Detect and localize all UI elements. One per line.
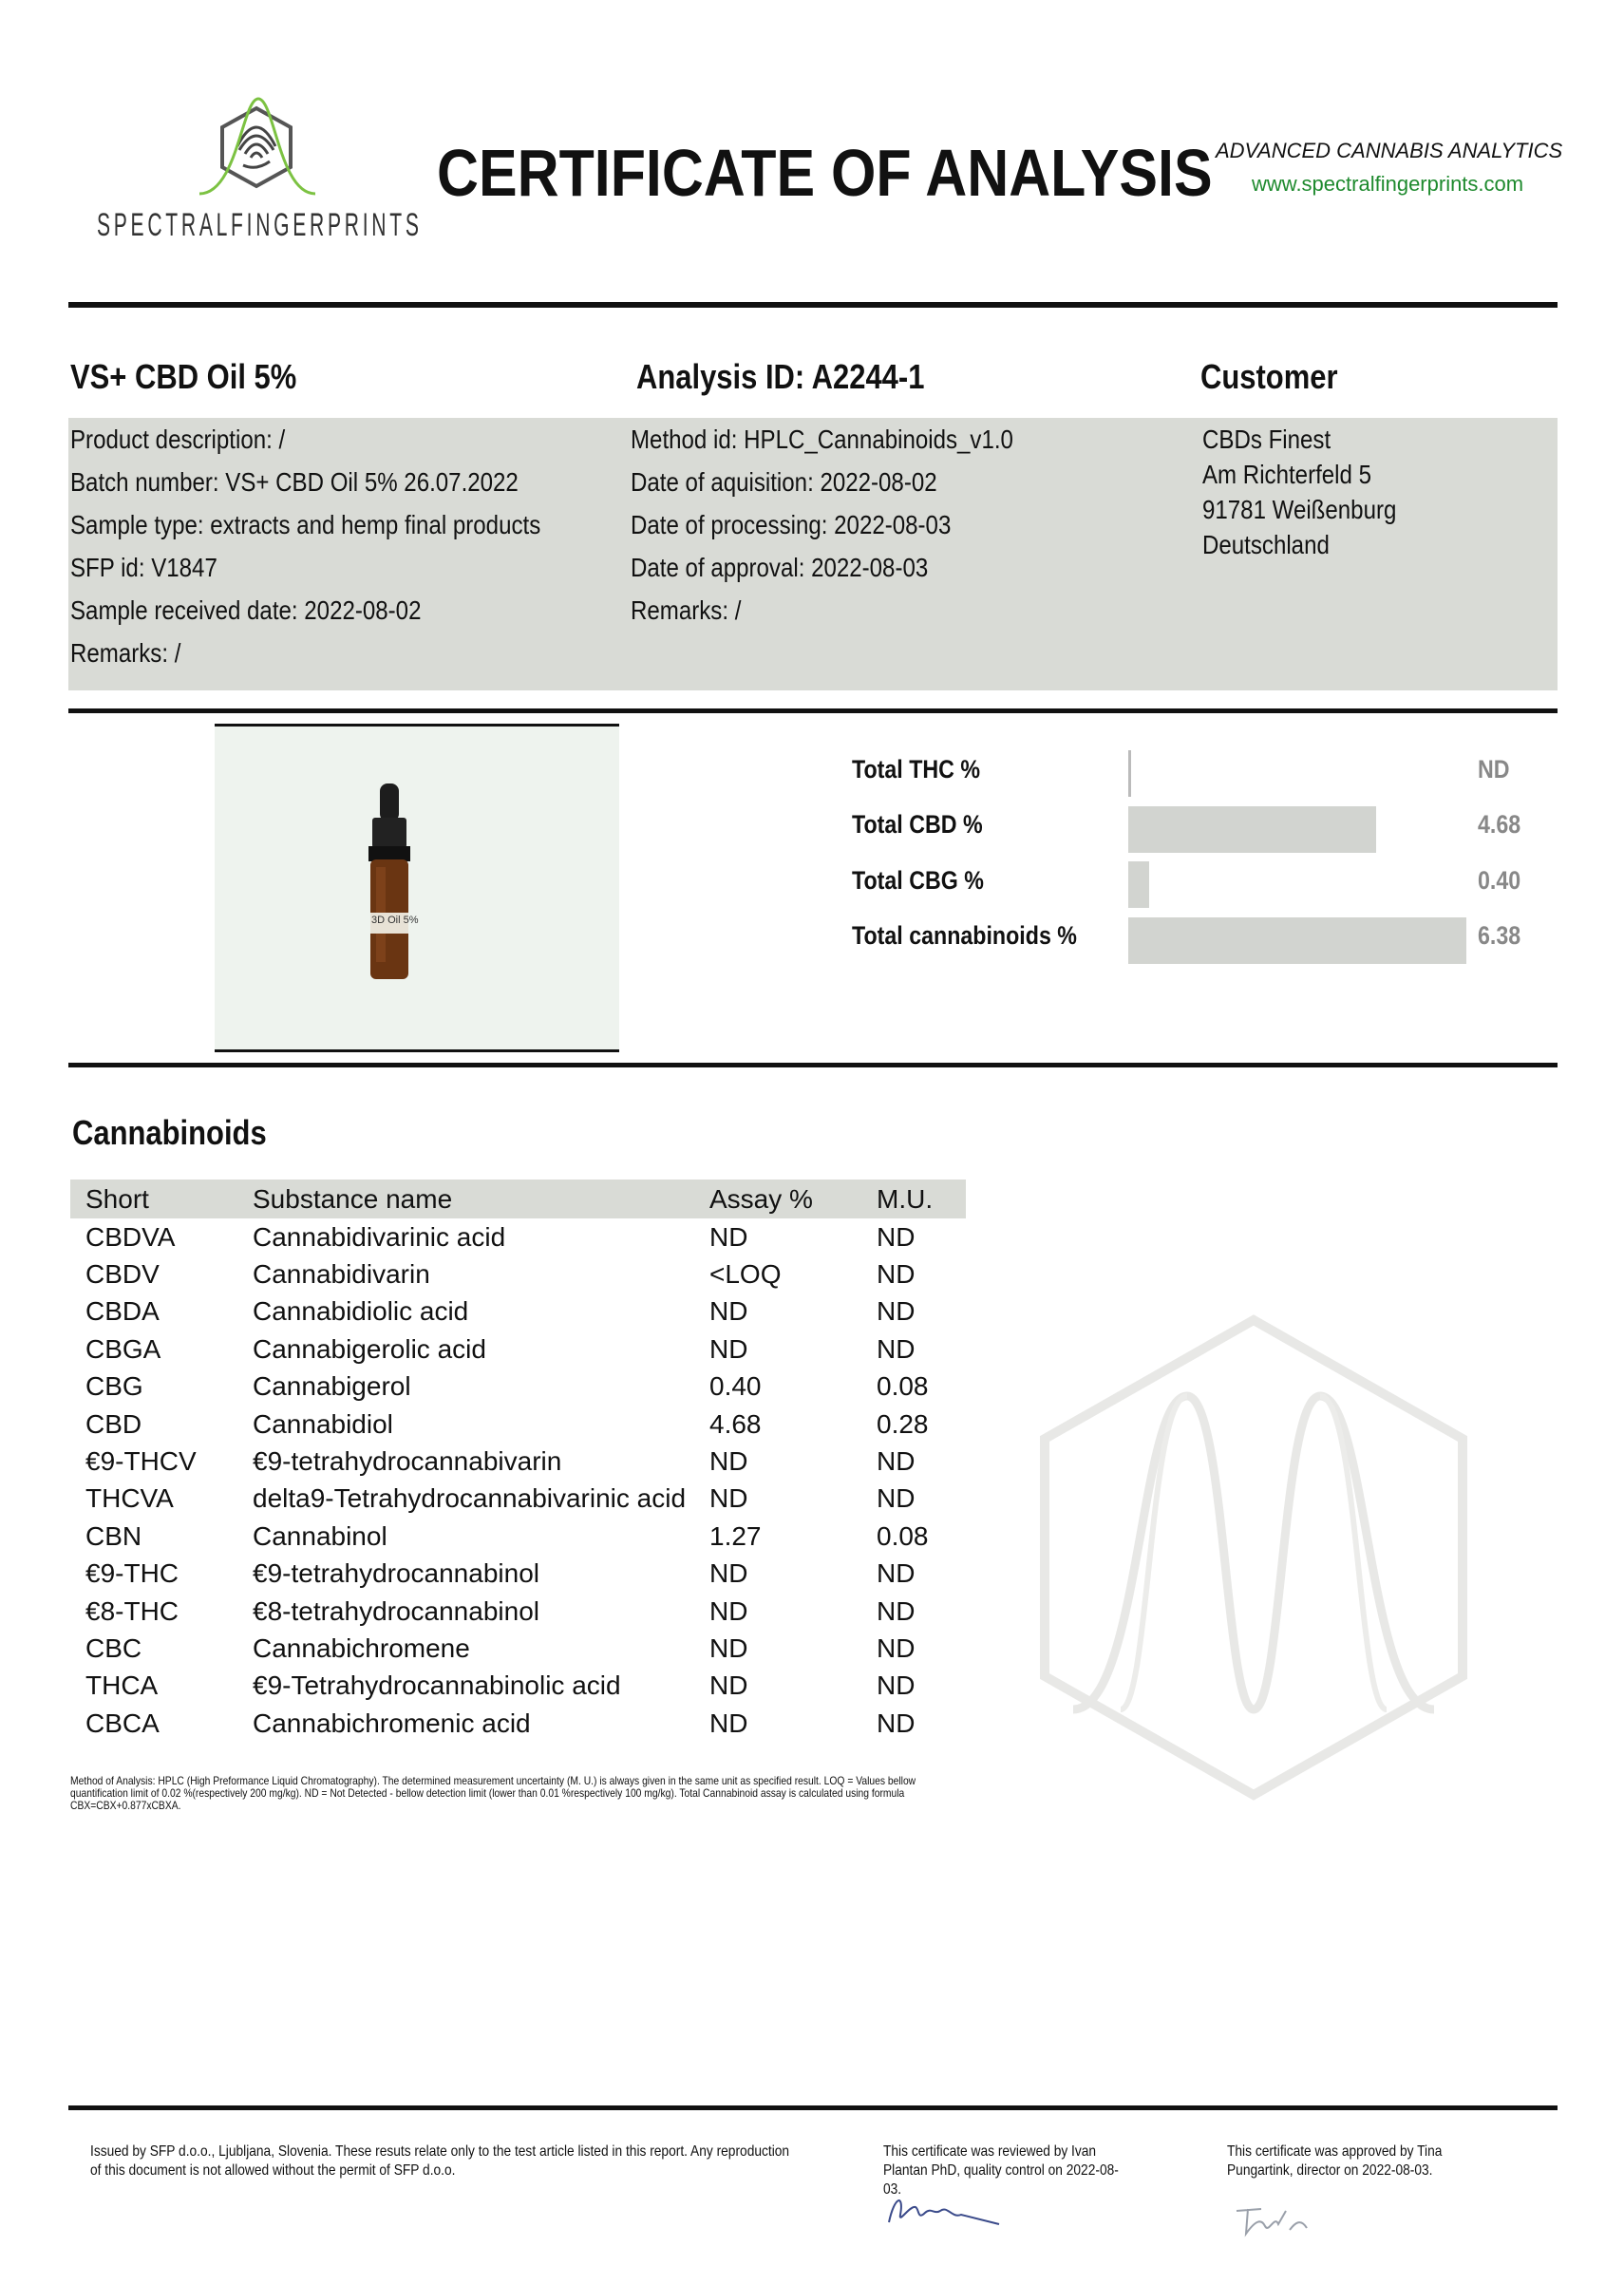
bottle-label: 3D Oil 5% [371, 915, 419, 926]
cell-short: CBCA [85, 1708, 160, 1738]
reviewer-signature [881, 2186, 1005, 2234]
customer-city: 91781 Weißenburg [1202, 495, 1397, 524]
total-cannabinoids-value: 6.38 [1478, 921, 1521, 950]
cell-mu: ND [877, 1221, 916, 1252]
cell-substance: €9-tetrahydrocannabivarin [253, 1446, 562, 1477]
page-title: CERTIFICATE OF ANALYSIS [437, 136, 1213, 210]
cell-substance: Cannabidiol [253, 1408, 393, 1439]
table-row [70, 1668, 966, 1705]
cell-assay: ND [709, 1671, 748, 1701]
cell-substance: delta9-Tetrahydrocannabivarinic acid [253, 1483, 687, 1514]
table-row [70, 1593, 966, 1630]
cell-mu: ND [877, 1296, 916, 1327]
table-row [70, 1443, 966, 1480]
analysis-remarks: Remarks: / [631, 595, 742, 625]
total-thc-value: ND [1478, 755, 1510, 783]
cell-short: CBDV [85, 1259, 160, 1290]
table-row [70, 1518, 966, 1555]
date-of-acquisition: Date of aquisition: 2022-08-02 [631, 467, 937, 497]
cell-short: €9-THC [85, 1558, 179, 1589]
table-row [70, 1406, 966, 1443]
header-divider [68, 302, 1558, 308]
cell-assay: ND [709, 1333, 748, 1364]
footer-divider [68, 2105, 1558, 2110]
total-cbg-value: 0.40 [1478, 866, 1521, 895]
column-header-assay: Assay % [709, 1183, 813, 1214]
cell-assay: ND [709, 1296, 748, 1327]
cell-assay: ND [709, 1446, 748, 1477]
cell-substance: Cannabigerolic acid [253, 1333, 486, 1364]
cell-assay: ND [709, 1221, 748, 1252]
cell-assay: ND [709, 1595, 748, 1626]
cell-short: CBG [85, 1371, 143, 1402]
watermark-hexagon-icon [1035, 1311, 1472, 1804]
table-row [70, 1331, 966, 1368]
customer-country: Deutschland [1202, 530, 1330, 559]
method-note: Method of Analysis: HPLC (High Preformance Liquid Chromatography). The determined measurement uncertainty (M. U.) is always given in the same unit as specified result. LOQ = Values bellow quantification limit of 0.02 %(respectively 200 mg/kg). ND = Not Detected - bellow detection limit (lower than 0.01 %respectively 100 mg/kg). Total Cannabinoid assay is calculated using formula CBX=CBX+0.877xCBXA. [70, 1774, 916, 1812]
cell-short: CBGA [85, 1333, 161, 1364]
cell-mu: ND [877, 1446, 916, 1477]
customer-name: CBDs Finest [1202, 425, 1331, 454]
cell-short: €8-THC [85, 1595, 179, 1626]
cell-mu: 0.28 [877, 1408, 929, 1439]
cell-mu: ND [877, 1259, 916, 1290]
total-cbg-bar [1128, 861, 1149, 908]
dropper-bottle-icon [215, 727, 619, 1049]
total-cannabinoids-label: Total cannabinoids % [852, 921, 1077, 950]
table-row [70, 1293, 966, 1331]
product-details [70, 418, 540, 674]
table-row [70, 1481, 966, 1518]
column-header-short: Short [85, 1183, 149, 1214]
summary-divider [68, 1063, 1558, 1067]
issued-by-note: Issued by SFP d.o.o., Ljubljana, Slovenia. These resuts relate only to the test article listed in this report. Any reproduction of this document is not allowed without the permit of SFP d.o.o. [90, 2143, 790, 2179]
info-divider [68, 708, 1558, 713]
cell-assay: ND [709, 1558, 748, 1589]
total-cbg-label: Total CBG % [852, 866, 984, 895]
cell-mu: ND [877, 1595, 916, 1626]
sample-received-date: Sample received date: 2022-08-02 [70, 595, 422, 625]
cannabinoids-title: Cannabinoids [72, 1113, 267, 1152]
cell-assay: 0.40 [709, 1371, 762, 1402]
cell-substance: €9-Tetrahydrocannabinolic acid [253, 1671, 621, 1701]
table-row [70, 1705, 966, 1742]
cell-mu: ND [877, 1483, 916, 1514]
total-cbd-value: 4.68 [1478, 810, 1521, 839]
cell-short: CBC [85, 1633, 142, 1663]
sfp-id: SFP id: V1847 [70, 553, 217, 582]
cell-short: CBN [85, 1520, 142, 1551]
batch-number: Batch number: VS+ CBD Oil 5% 26.07.2022 [70, 467, 519, 497]
table-row [70, 1255, 966, 1293]
table-row [70, 1218, 966, 1255]
analysis-details [631, 418, 1013, 632]
date-of-processing: Date of processing: 2022-08-03 [631, 510, 952, 539]
cell-mu: ND [877, 1558, 916, 1589]
column-header-mu: M.U. [877, 1183, 934, 1214]
date-of-approval: Date of approval: 2022-08-03 [631, 553, 929, 582]
reviewed-by-note: This certificate was reviewed by Ivan Plantan PhD, quality control on 2022-08-03. [883, 2143, 1119, 2198]
cell-short: THCA [85, 1671, 159, 1701]
cell-assay: 4.68 [709, 1408, 762, 1439]
tagline: ADVANCED CANNABIS ANALYTICS [1216, 139, 1563, 162]
customer-street: Am Richterfeld 5 [1202, 460, 1371, 489]
logo-text: SPECTRALFINGERPRINTS [97, 207, 423, 243]
cell-mu: ND [877, 1633, 916, 1663]
customer-heading: Customer [1200, 357, 1338, 396]
cell-substance: Cannabidivarin [253, 1259, 430, 1290]
cell-assay: ND [709, 1633, 748, 1663]
table-header-row [70, 1180, 966, 1218]
cell-substance: Cannabinol [253, 1520, 387, 1551]
table-row [70, 1369, 966, 1406]
method-id: Method id: HPLC_Cannabinoids_v1.0 [631, 425, 1013, 454]
watermark [1035, 1311, 1472, 1804]
cell-short: CBDA [85, 1296, 160, 1327]
cell-short: €9-THCV [85, 1446, 197, 1477]
cell-substance: Cannabidivarinic acid [253, 1221, 506, 1252]
cell-substance: €8-tetrahydrocannabinol [253, 1595, 539, 1626]
total-thc-label: Total THC % [852, 755, 981, 783]
product-remarks: Remarks: / [70, 638, 181, 668]
table-body [70, 1218, 966, 1742]
product-name: VS+ CBD Oil 5% [70, 357, 297, 396]
cell-mu: 0.08 [877, 1371, 929, 1402]
cannabinoids-table [70, 1180, 966, 1742]
approved-by-note: This certificate was approved by Tina Pungartink, director on 2022-08-03. [1227, 2143, 1443, 2179]
cell-mu: ND [877, 1671, 916, 1701]
cell-mu: 0.08 [877, 1520, 929, 1551]
cell-short: CBDVA [85, 1221, 176, 1252]
cell-substance: Cannabidiolic acid [253, 1296, 469, 1327]
sample-type: Sample type: extracts and hemp final products [70, 510, 541, 539]
cell-substance: Cannabigerol [253, 1371, 411, 1402]
signature-icon [881, 2186, 1005, 2234]
total-cbd-label: Total CBD % [852, 810, 983, 839]
approver-signature [1233, 2201, 1318, 2239]
column-header-substance: Substance name [253, 1183, 453, 1214]
product-description: Product description: / [70, 425, 286, 454]
cell-assay: ND [709, 1708, 748, 1738]
total-thc-bar [1128, 750, 1131, 797]
cell-mu: ND [877, 1708, 916, 1738]
cell-assay: <LOQ [709, 1259, 782, 1290]
product-photo [215, 724, 619, 1052]
cell-short: CBD [85, 1408, 142, 1439]
cell-substance: Cannabichromenic acid [253, 1708, 531, 1738]
website-link[interactable]: www.spectralfingerprints.com [1252, 172, 1524, 196]
customer-details [1202, 422, 1396, 562]
cell-short: THCVA [85, 1483, 174, 1514]
cell-mu: ND [877, 1333, 916, 1364]
cell-substance: Cannabichromene [253, 1633, 470, 1663]
cell-assay: ND [709, 1483, 748, 1514]
analysis-id: Analysis ID: A2244-1 [636, 357, 925, 396]
cell-substance: €9-tetrahydrocannabinol [253, 1558, 539, 1589]
cell-assay: 1.27 [709, 1520, 762, 1551]
table-row [70, 1556, 966, 1593]
table-row [70, 1630, 966, 1667]
total-cbd-bar [1128, 806, 1376, 853]
total-cannabinoids-bar [1128, 917, 1466, 964]
signature-icon [1233, 2201, 1318, 2239]
